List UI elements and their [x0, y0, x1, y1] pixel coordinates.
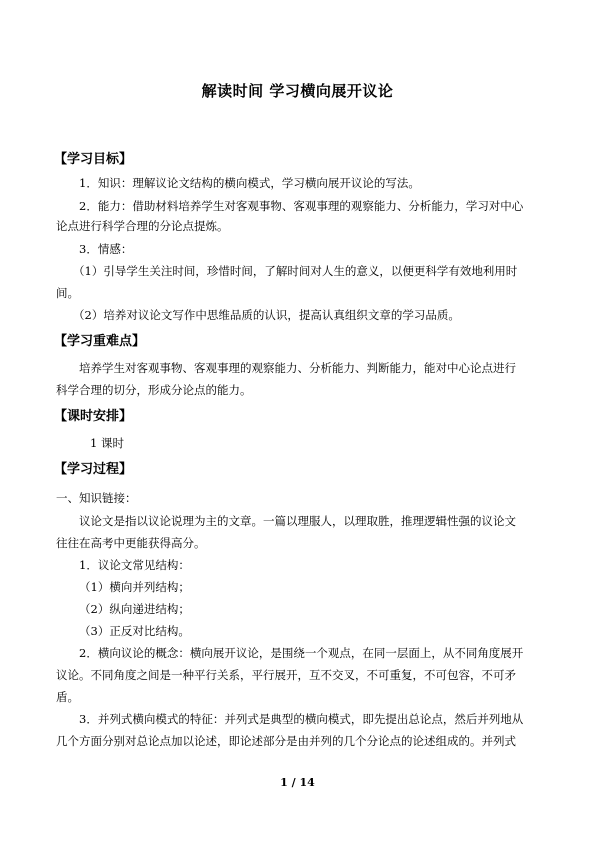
goal-item-ability-line1: 2．能力：借助材料培养学生对客观事物、客观事理的观察能力、分析能力，学习对中心	[79, 199, 524, 213]
process-structure-heading: 1．议论文常见结构：	[79, 558, 190, 572]
process-concept-line1: 2．横向议论的概念：横向展开议论，是围绕一个观点，在同一层面上，从不同角度展开	[79, 646, 524, 660]
schedule-line: 1 课时	[90, 436, 124, 450]
section-heading-key-points: 【学习重难点】	[54, 334, 146, 349]
section-heading-schedule: 【课时安排】	[54, 409, 133, 424]
section-heading-process: 【学习过程】	[54, 462, 133, 477]
process-para1-line2: 往往在高考中更能获得高分。	[56, 536, 206, 550]
goal-subitem-2: （2）培养对议论文写作中思维品质的认识，提高认真组织文章的学习品质。	[73, 308, 460, 322]
section-heading-goals: 【学习目标】	[54, 152, 133, 167]
process-structure-item-3: （3）正反对比结构。	[79, 624, 190, 638]
goal-item-ability-line2: 论点进行科学合理的分论点提炼。	[56, 219, 229, 233]
document-title: 解读时间 学习横向展开议论	[201, 82, 394, 100]
page-number: 1 / 14	[280, 776, 315, 789]
goal-item-knowledge: 1．知识：理解议论文结构的横向模式，学习横向展开议论的写法。	[79, 176, 420, 190]
goal-item-emotion: 3．情感：	[79, 242, 133, 256]
process-concept-line3: 盾。	[56, 690, 79, 704]
process-para1-line1: 议论文是指以议论说理为主的文章。一篇以理服人，以理取胜，推理逻辑性强的议论文	[79, 514, 516, 528]
process-structure-item-1: （1）横向并列结构；	[79, 580, 190, 594]
key-points-line2: 科学合理的切分，形成分论点的能力。	[56, 383, 252, 397]
goal-subitem-1-line1: （1）引导学生关注时间，珍惜时间，了解时间对人生的意义，以便更科学有效地利用时	[73, 264, 518, 278]
process-concept-line2: 议论。不同角度之间是一种平行关系，平行展开，互不交叉，不可重复，不可包容，不可矛	[56, 668, 516, 682]
process-feature-line2: 几个方面分别对总论点加以论述，即论述部分是由并列的几个分论点的论述组成的。并列式	[56, 734, 516, 748]
key-points-line1: 培养学生对客观事物、客观事理的观察能力、分析能力、判断能力，能对中心论点进行	[79, 361, 516, 375]
process-knowledge-link: 一、知识链接：	[56, 491, 137, 505]
process-structure-item-2: （2）纵向递进结构；	[79, 602, 190, 616]
goal-subitem-1-line2: 间。	[56, 286, 79, 300]
process-feature-line1: 3．并列式横向模式的特征：并列式是典型的横向模式，即先提出总论点，然后并列地从	[79, 712, 524, 726]
